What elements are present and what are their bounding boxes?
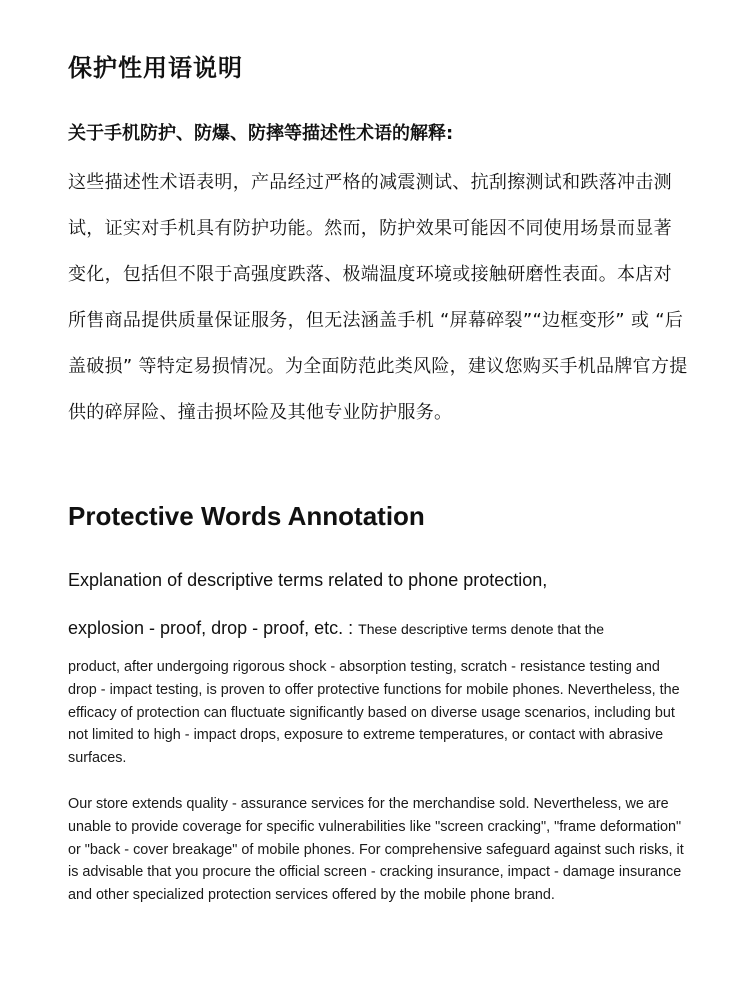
chinese-subtitle: 关于手机防护、防爆、防摔等描述性术语的解释:: [68, 123, 454, 144]
english-lead-line-2: [68, 618, 688, 639]
english-lead-line-2-tail: These descriptive terms denote that the: [358, 621, 605, 637]
english-lead-line: Explanation of descriptive terms related to phone protection,: [68, 570, 548, 590]
chinese-body-paragraph: 这些描述性术语表明，产品经过严格的减震测试、抗刮擦测试和跌落冲击测试，证实对手机具有防护功能。然而，防护效果可能因不同使用场景而显著变化，包括但不限于高强度跌落、极端温度环境或接触研磨性表面。本店对所售商品提供质量保证服务，但无法涵盖手机 “屏幕碎裂”“边框变形” 或 “后盖破损” 等特定易损情况。为全面防范此类风险，建议您购买手机品牌官方提供的碎屏险、撞击损坏险及其他专业防护服务。: [68, 172, 688, 423]
english-paragraph-1: product, after undergoing rigorous shock - absorption testing, scratch - resistance testing and drop - impact testing, is proven to offer protective functions for mobile phones. Nevertheless, the efficacy of protection can fluctuate significantly based on diverse usage scenarios, including but not limited to high - impact drops, exposure to extreme temperatures, or contact with abrasive surfaces.: [68, 659, 680, 767]
english-lead-line-2-head: explosion - proof, drop - proof, etc. :: [68, 618, 354, 638]
english-paragraph-2: Our store extends quality - assurance services for the merchandise sold. Nevertheless, we are unable to provide coverage for specific vulnerabilities like "screen cracking", "frame deformation" or "back - cover breakage" of mobile phones. For comprehensive safeguard against such risks, it is advisable that you procure the official screen - cracking insurance, impact - damage insurance and other specialized protection services offered by the mobile phone brand.: [68, 796, 684, 904]
english-title: Protective Words Annotation: [68, 501, 425, 531]
chinese-title: 保护性用语说明: [68, 54, 243, 82]
